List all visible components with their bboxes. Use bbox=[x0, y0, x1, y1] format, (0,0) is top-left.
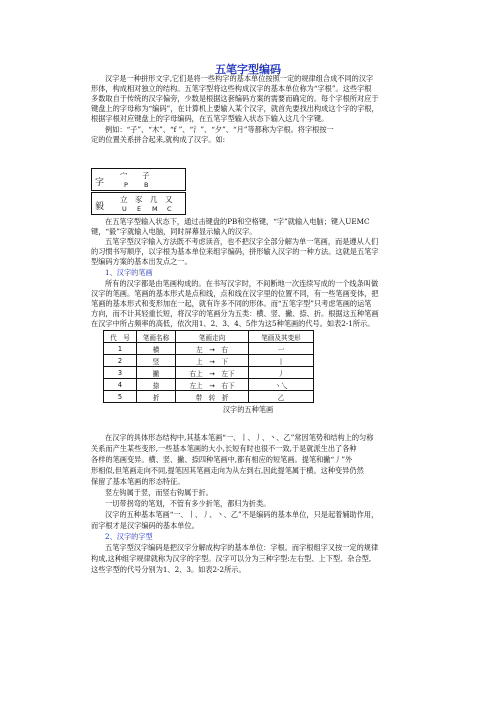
body-line: 的习惯书写顺序，以字根为基本单位来组字编码，拼形输入汉字的一种方法。这就是五笔字 bbox=[91, 247, 379, 256]
body-line: 这些字型的代号分别为1、2、3。如表2-2所示。 bbox=[91, 565, 246, 574]
decomposition-figure bbox=[91, 168, 186, 215]
intro-line: 键盘上的字母称为“编码”，在计算机上要输入某个汉字，就首先要找出构成这个字的字根， bbox=[91, 104, 379, 113]
table-cell: 横 bbox=[137, 343, 176, 355]
table-cell: 丿 bbox=[249, 367, 314, 379]
body-line: 键，“毅”字就输入电脑，同时屏幕显示输入的汉字。 bbox=[91, 227, 257, 236]
table-cell: 带 转 折 bbox=[176, 391, 249, 403]
body-line: 形相似,但笔画走向不同,提笔因其笔画走向为从左到右,因此提笔属于横。这种变异仍然 bbox=[91, 466, 364, 475]
key-code: U bbox=[122, 205, 127, 213]
root: 子 bbox=[142, 171, 150, 180]
intro-line: 形体，构成相对独立的结构。五笔字型将这些构成汉字的基本单位称为“字根”。这些字根 bbox=[91, 84, 372, 93]
table-cell: 右上 → 左下 bbox=[176, 367, 249, 379]
root: 豕 bbox=[135, 195, 143, 204]
key-code: B bbox=[144, 181, 149, 189]
body-line: 在汉字中所占频率的高低，依次用1、2、3、4、5作为这5种笔画的代号。如表2-1所示。 bbox=[91, 319, 375, 328]
table-cell: 4 bbox=[104, 379, 137, 391]
table-row bbox=[104, 379, 314, 391]
key-code: E bbox=[137, 205, 142, 213]
body-line: 竖左钩属于竖，而竖右钩属于折。 bbox=[105, 488, 213, 497]
table-cell: 左上 → 右下 bbox=[176, 379, 249, 391]
table-cell: 一 bbox=[249, 343, 314, 355]
table-row bbox=[104, 355, 314, 367]
table-header: 笔画及其变形 bbox=[249, 331, 314, 343]
body-line: 汉字的笔画。笔画的基本形式是点和线，点和线在汉字里的位置不同，有一些笔画变体，把 bbox=[91, 289, 379, 298]
table-header: 笔画名称 bbox=[137, 331, 176, 343]
table-header: 笔画走向 bbox=[176, 331, 249, 343]
table-cell: 丨 bbox=[249, 355, 314, 367]
body-line: 构成,这种组字规律就称为汉字的字型。汉字可以分为三种字型:左右型、上下型、杂合型, bbox=[91, 554, 372, 563]
key-code: C bbox=[167, 205, 172, 213]
body-line: 方向，而不计其轻重长短，将汉字的笔画分为五类：横、竖、撇、捺、折。根据这五种笔画 bbox=[91, 309, 379, 318]
body-line: 一切带拐弯的笔划，不管有多少折笔，都归为折类。 bbox=[105, 499, 271, 508]
table-cell: 折 bbox=[137, 391, 176, 403]
body-line: 各样的笔画变异。横、竖、撇、捺四种笔画中,都有相应的短笔画。提笔和撇“丿”外 bbox=[91, 455, 353, 464]
example-line: 例如：“子”、“木”、“f ”、“氵”、“夕”、“月”等都称为字根。将字根按一 bbox=[105, 125, 334, 134]
table-caption: 汉字的五种笔画 bbox=[222, 405, 274, 414]
body-line: 保留了基本笔画的形态特征。 bbox=[91, 477, 185, 486]
table-cell: 1 bbox=[104, 343, 137, 355]
body-line: 五笔字型汉字编码是把汉字分解成构字的基本单位：字根。而字根组字又按一定的规律 bbox=[105, 543, 379, 552]
stroke-table bbox=[103, 330, 314, 403]
table-cell: 乙 bbox=[249, 391, 314, 403]
table-cell: 撇 bbox=[137, 367, 176, 379]
root: 几 bbox=[150, 195, 158, 204]
table-cell: 3 bbox=[104, 367, 137, 379]
table-cell: 5 bbox=[104, 391, 137, 403]
table-header: 代 号 bbox=[104, 331, 137, 343]
intro-line: 根据字根对应键盘上的字母编码，在五笔字型输入状态下输入这几个字键。 bbox=[91, 114, 329, 123]
body-line: 笔画的基本形式和变形加在一起，就有许多不同的形体。而“五笔字型”只考虑笔画的运笔 bbox=[91, 299, 372, 308]
table-cell: 捺 bbox=[137, 379, 176, 391]
table-row bbox=[104, 343, 314, 355]
table-row bbox=[104, 391, 314, 403]
example-char: 字 bbox=[95, 178, 105, 188]
section-heading: 1、汉字的笔画 bbox=[105, 268, 153, 277]
body-line: 型编码方案的基本出发点之一。 bbox=[91, 257, 192, 266]
body-line: 五笔字型汉字输入方法既不考虑读音，也不把汉字全部分解为单一笔画，而是遵从人们 bbox=[105, 237, 379, 246]
key-code: P bbox=[124, 181, 128, 189]
table-cell: 上 → 下 bbox=[176, 355, 249, 367]
intro-line: 多数取自于传统的汉字偏旁，少数是根据这套编码方案的需要而确定的。每个字根所对应于 bbox=[91, 94, 379, 103]
body-line: 在五笔字型输入状态下，通过击键盘的PB和空格键，“字”就输入电脑；键入UEMC bbox=[105, 217, 370, 226]
decomposition-row-zi bbox=[91, 168, 186, 191]
page-title: 五笔字型编码 bbox=[215, 63, 281, 76]
body-line: 关系而产生某些变形,一些基本笔画的大小,长短有时也很不一致,于是就派生出了各种 bbox=[91, 444, 357, 453]
table-cell: 竖 bbox=[137, 355, 176, 367]
example-char: 毅 bbox=[95, 202, 105, 212]
decomposition-row-yi bbox=[91, 192, 186, 215]
table-cell: 丶乀 bbox=[249, 379, 314, 391]
root: 立 bbox=[120, 195, 128, 204]
key-code: M bbox=[152, 205, 158, 213]
section-heading: 2、汉字的字型 bbox=[105, 532, 153, 541]
table-row bbox=[104, 367, 314, 379]
body-line: 汉字的五种基本笔画“一、丨、丿、丶、乙”不是编码的基本单位，只是起着辅助作用， bbox=[105, 510, 379, 519]
intro-line: 汉字是一种拼形文字,它们是将一些构字的基本单位按照一定的规律组合成不同的汉字 bbox=[105, 74, 374, 83]
table-cell: 2 bbox=[104, 355, 137, 367]
body-line: 在汉字的具体形态结构中,其基本笔画“一、丨、丿、丶、乙”常因笔势和结构上的匀称 bbox=[105, 433, 374, 442]
root: 又 bbox=[165, 195, 173, 204]
body-line: 而字根才是汉字编码的基本单位。 bbox=[91, 521, 199, 530]
table-cell: 左 → 右 bbox=[176, 343, 249, 355]
example-line: 定的位置关系拼合起来,就构成了汉字。如: bbox=[91, 135, 226, 144]
table-header-row bbox=[104, 331, 314, 343]
body-line: 所有的汉字都是由笔画构成的。在书写汉字时，不间断地一次连续写成的一个线条叫做 bbox=[105, 279, 379, 288]
root: 宀 bbox=[120, 171, 128, 180]
